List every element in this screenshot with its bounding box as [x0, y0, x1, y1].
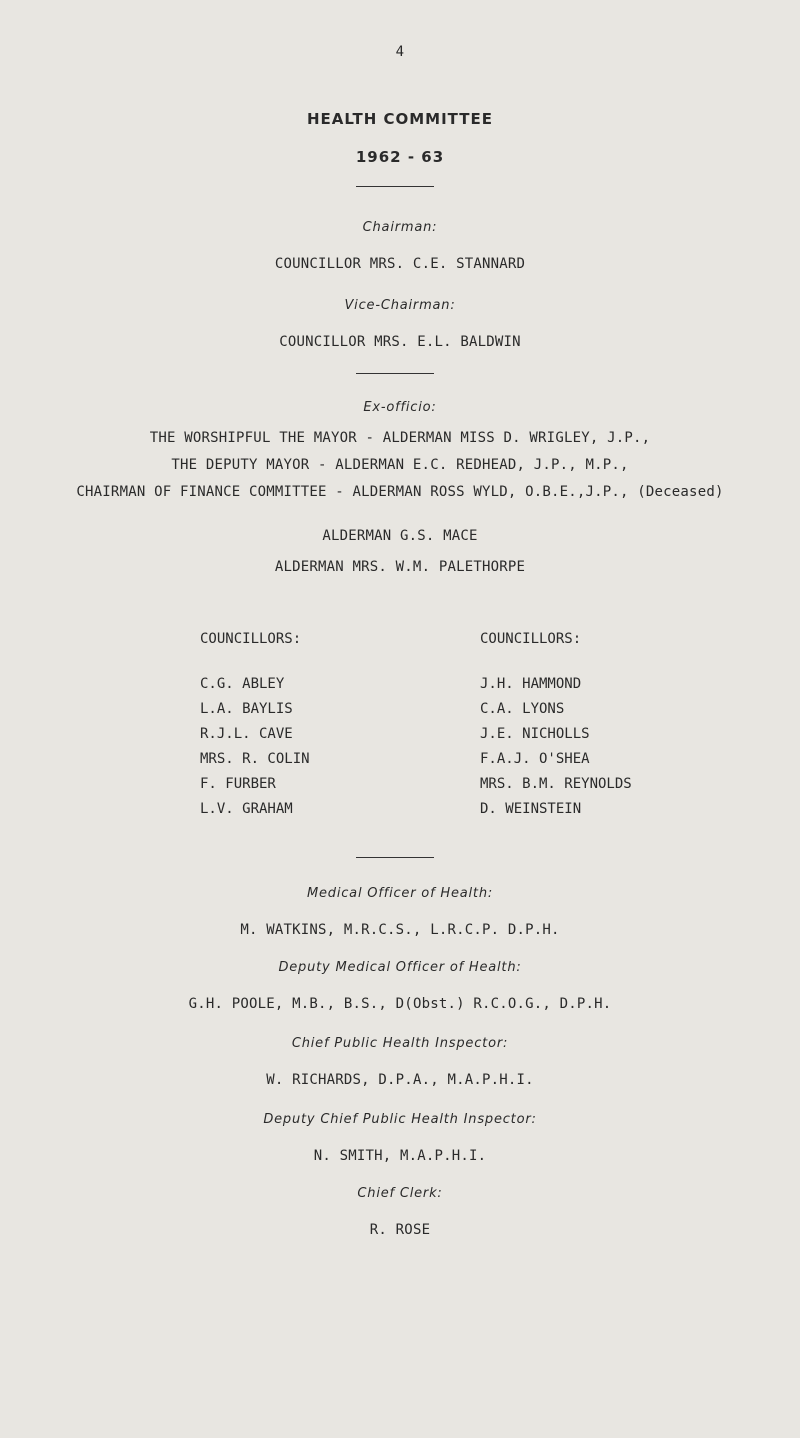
divider	[356, 373, 434, 374]
officer-role: Medical Officer of Health:	[306, 886, 494, 901]
councillor-name: C.A. LYONS	[480, 701, 565, 717]
ex-officio-member: THE WORSHIPFUL THE MAYOR - ALDERMAN MISS D. WRIGLEY, J.P.,	[149, 430, 651, 446]
officer-role: Deputy Medical Officer of Health:	[278, 960, 522, 975]
councillor-name: F.A.J. O'SHEA	[480, 751, 590, 767]
councillor-name: L.V. GRAHAM	[200, 801, 293, 817]
ex-officio-label: Ex-officio:	[363, 400, 437, 415]
councillor-name: MRS. B.M. REYNOLDS	[480, 776, 632, 792]
alderman-name: ALDERMAN MRS. W.M. PALETHORPE	[274, 559, 526, 575]
page-number: 4	[395, 44, 405, 60]
councillor-name: D. WEINSTEIN	[480, 801, 582, 817]
officer-role: Chief Public Health Inspector:	[291, 1036, 509, 1051]
councillor-name: MRS. R. COLIN	[200, 751, 310, 767]
councillor-name: R.J.L. CAVE	[200, 726, 293, 742]
divider	[356, 857, 434, 858]
alderman-name: ALDERMAN G.S. MACE	[322, 528, 478, 544]
officer-name: G.H. POOLE, M.B., B.S., D(Obst.) R.C.O.G., D.P.H.	[188, 996, 612, 1012]
committee-title: HEALTH COMMITTEE	[307, 110, 493, 128]
officer-role: Chief Clerk:	[357, 1186, 443, 1201]
divider	[356, 186, 434, 187]
vice-chairman-label: Vice-Chairman:	[344, 298, 456, 313]
chairman-label: Chairman:	[362, 220, 438, 235]
officer-name: M. WATKINS, M.R.C.S., L.R.C.P. D.P.H.	[240, 922, 560, 938]
councillors-left-column	[200, 627, 310, 822]
councillors-heading: COUNCILLORS:	[200, 631, 302, 647]
councillor-name: J.H. HAMMOND	[480, 676, 582, 692]
councillors-heading: COUNCILLORS:	[480, 631, 582, 647]
ex-officio-member: CHAIRMAN OF FINANCE COMMITTEE - ALDERMAN ROSS WYLD, O.B.E.,J.P., (Deceased)	[76, 484, 724, 500]
councillor-name: L.A. BAYLIS	[200, 701, 293, 717]
chairman-name: COUNCILLOR MRS. C.E. STANNARD	[274, 256, 526, 272]
ex-officio-member: THE DEPUTY MAYOR - ALDERMAN E.C. REDHEAD, J.P., M.P.,	[171, 457, 629, 473]
councillor-name: J.E. NICHOLLS	[480, 726, 590, 742]
councillor-name: C.G. ABLEY	[200, 676, 285, 692]
officer-name: W. RICHARDS, D.P.A., M.A.P.H.I.	[266, 1072, 534, 1088]
councillor-name: F. FURBER	[200, 776, 276, 792]
officer-name: N. SMITH, M.A.P.H.I.	[313, 1148, 487, 1164]
councillors-right-column	[480, 627, 632, 822]
vice-chairman-name: COUNCILLOR MRS. E.L. BALDWIN	[279, 334, 521, 350]
officer-role: Deputy Chief Public Health Inspector:	[263, 1112, 537, 1127]
committee-years: 1962 - 63	[355, 148, 445, 166]
officer-name: R. ROSE	[369, 1222, 431, 1238]
